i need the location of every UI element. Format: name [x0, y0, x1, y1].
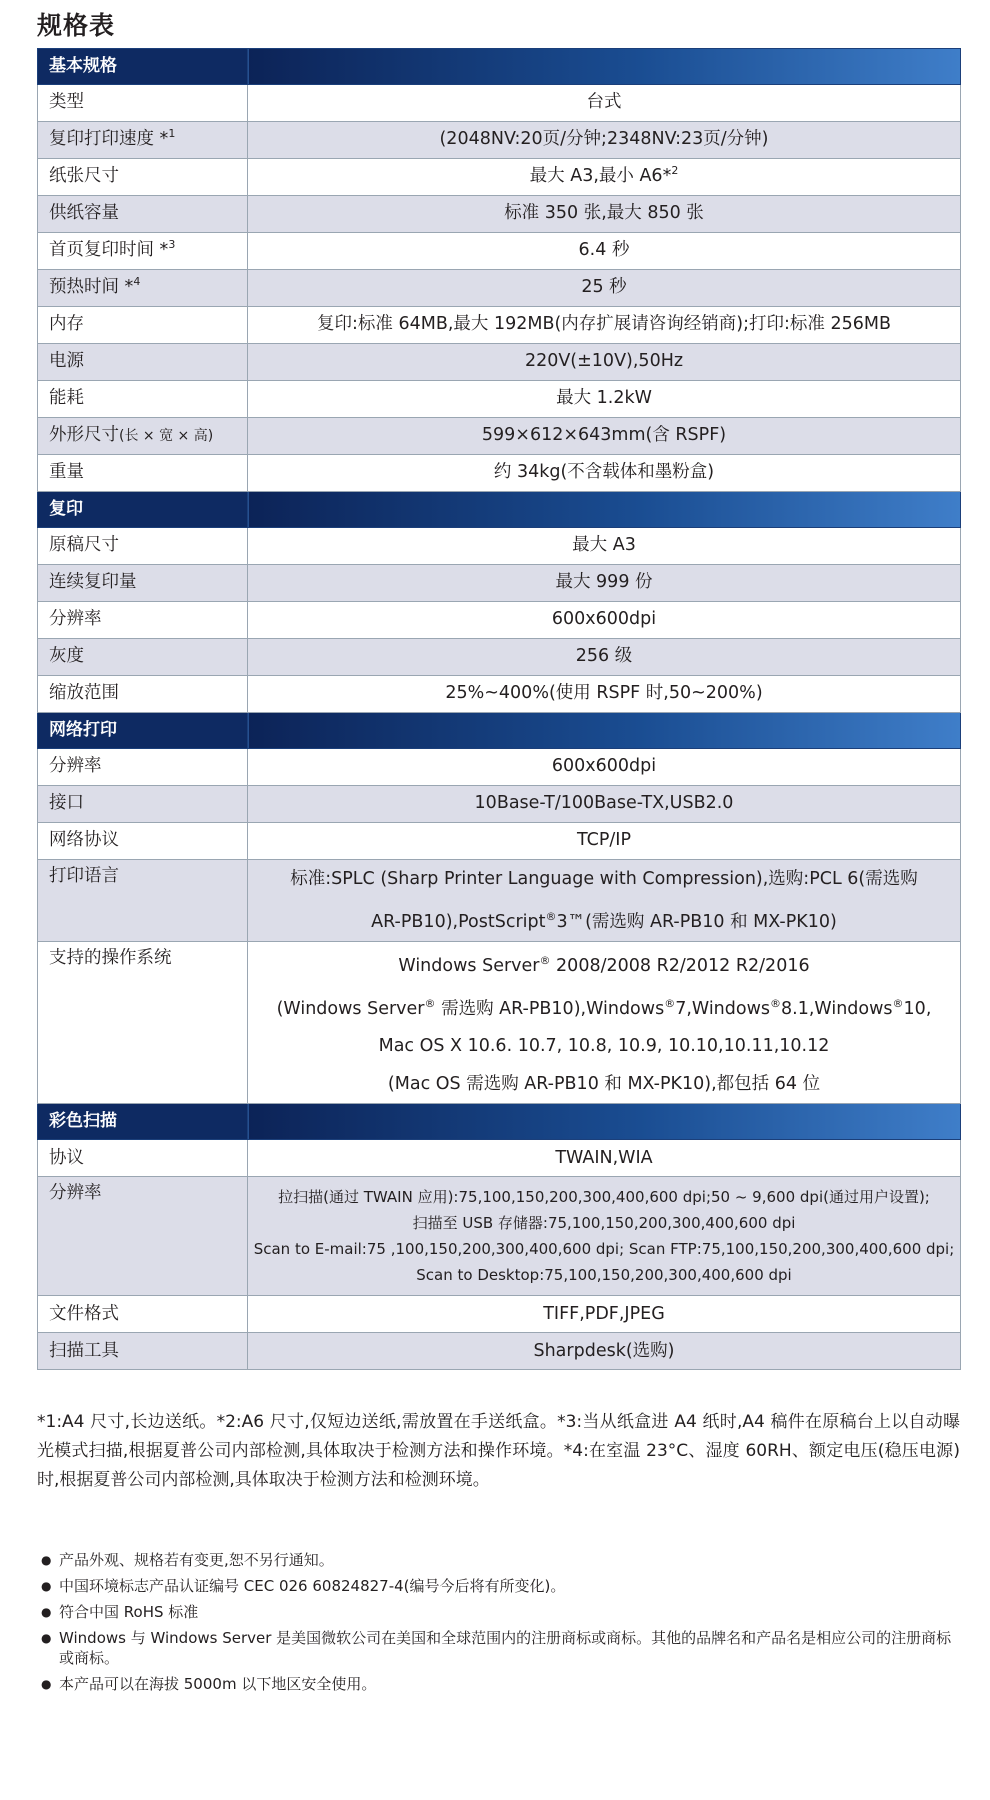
spec-label: 协议 [38, 1140, 248, 1177]
section-header-copy [38, 492, 961, 528]
table-row [38, 860, 961, 942]
list-item: ● 产品外观、规格若有变更,恕不另行通知。 [41, 1551, 334, 1569]
spec-label: 内存 [38, 307, 248, 344]
table-row [38, 455, 961, 492]
section-bar [248, 49, 961, 85]
bullet-icon: ● [41, 1677, 52, 1691]
spec-label: 供纸容量 [38, 196, 248, 233]
spec-label: 支持的操作系统 [38, 941, 248, 1104]
spec-value: 599×612×643mm(含 RSPF) [248, 418, 961, 455]
table-row [38, 786, 961, 823]
table-row [38, 823, 961, 860]
page-title: 规格表 [37, 11, 116, 40]
spec-value: 标准:SPLC (Sharp Printer Language with Compression),选购:PCL 6(需选购 AR-PB10),PostScript®3™(需选购 AR-PB10 和 MX-PK10) [248, 860, 961, 942]
list-item: ● 中国环境标志产品认证编号 CEC 026 60824827-4(编号今后将有所变化)。 [41, 1577, 566, 1595]
spec-value: TWAIN,WIA [248, 1140, 961, 1177]
table-row [38, 344, 961, 381]
spec-value: TIFF,PDF,JPEG [248, 1296, 961, 1333]
section-title: 彩色扫描 [38, 1104, 248, 1140]
spec-label: 扫描工具 [38, 1333, 248, 1370]
spec-label: 网络协议 [38, 823, 248, 860]
section-bar [248, 492, 961, 528]
spec-value: 最大 A3 [248, 528, 961, 565]
spec-value: 25 秒 [248, 270, 961, 307]
table-row [38, 941, 961, 1104]
table-row [38, 85, 961, 122]
list-item: ● 符合中国 RoHS 标准 [41, 1603, 199, 1621]
list-item: ● Windows 与 Windows Server 是美国微软公司在美国和全球范围内的注册商标或商标。其他的品牌名和产品名是相应公司的注册商标或商标。 [41, 1629, 952, 1667]
list-item: ● 本产品可以在海拔 5000m 以下地区安全使用。 [41, 1675, 377, 1693]
table-row [38, 676, 961, 713]
notes-list [37, 1550, 960, 1700]
spec-value: 600x600dpi [248, 749, 961, 786]
spec-label: 重量 [38, 455, 248, 492]
bullet-icon: ● [41, 1605, 52, 1619]
section-header-basic [38, 49, 961, 85]
spec-label: 分辨率 [38, 602, 248, 639]
table-row [38, 270, 961, 307]
table-row [38, 639, 961, 676]
spec-value: 10Base-T/100Base-TX,USB2.0 [248, 786, 961, 823]
spec-value: 复印:标准 64MB,最大 192MB(内存扩展请咨询经销商);打印:标准 256MB [248, 307, 961, 344]
spec-label: 打印语言 [38, 860, 248, 942]
table-row [38, 307, 961, 344]
bullet-icon: ● [41, 1631, 52, 1645]
table-row [38, 1296, 961, 1333]
spec-value: 约 34kg(不含载体和墨粉盒) [248, 455, 961, 492]
spec-value: 最大 1.2kW [248, 381, 961, 418]
spec-value: 标准 350 张,最大 850 张 [248, 196, 961, 233]
spec-label: 首页复印时间 *$^3$ [38, 233, 248, 270]
spec-label: 预热时间 *$^4$ [38, 270, 248, 307]
spec-table [37, 48, 961, 1370]
spec-label: 复印打印速度 *$^1$ [38, 122, 248, 159]
spec-label: 原稿尺寸 [38, 528, 248, 565]
table-row [38, 565, 961, 602]
table-row [38, 528, 961, 565]
section-header-network [38, 713, 961, 749]
table-row [38, 1140, 961, 1177]
table-row [38, 233, 961, 270]
spec-label: 纸张尺寸 [38, 159, 248, 196]
table-row [38, 122, 961, 159]
table-row [38, 1333, 961, 1370]
table-row [38, 418, 961, 455]
spec-label: 外形尺寸(长 × 宽 × 高) [38, 418, 248, 455]
spec-value: (2048NV:20页/分钟;2348NV:23页/分钟) [248, 122, 961, 159]
spec-label: 连续复印量 [38, 565, 248, 602]
table-row [38, 159, 961, 196]
section-header-scan [38, 1104, 961, 1140]
section-title: 基本规格 [38, 49, 248, 85]
spec-value: 220V(±10V),50Hz [248, 344, 961, 381]
table-row [38, 749, 961, 786]
table-row [38, 602, 961, 639]
spec-label: 类型 [38, 85, 248, 122]
spec-label: 文件格式 [38, 1296, 248, 1333]
spec-value: Windows Server® 2008/2008 R2/2012 R2/2016 (Windows Server® 需选购 AR-PB10),Windows®7,Windows®8.1,Windows®10, Mac OS X 10.6. 10.7, 10.8, 10.9, 10.10,10.11,10.12 (Mac OS 需选购 AR-PB10 和 MX-PK10),都包括 64 位 [248, 941, 961, 1104]
spec-value: 拉扫描(通过 TWAIN 应用):75,100,150,200,300,400,600 dpi;50 ~ 9,600 dpi(通过用户设置); 扫描至 USB 存储器:75,100,150,200,300,400,600 dpi Scan to E-mail:75 ,100,150,200,300,400,600 dpi; Scan FTP:75,100,150,200,300,400,600 dpi; Scan to Desktop:75,100,150,200,300,400,600 dpi [248, 1177, 961, 1296]
spec-label: 接口 [38, 786, 248, 823]
section-title: 复印 [38, 492, 248, 528]
table-row [38, 1177, 961, 1296]
spec-label: 分辨率 [38, 1177, 248, 1296]
table-row [38, 196, 961, 233]
spec-value: Sharpdesk(选购) [248, 1333, 961, 1370]
spec-value: 600x600dpi [248, 602, 961, 639]
spec-label: 缩放范围 [38, 676, 248, 713]
section-bar [248, 713, 961, 749]
section-title: 网络打印 [38, 713, 248, 749]
spec-value: TCP/IP [248, 823, 961, 860]
spec-label: 电源 [38, 344, 248, 381]
spec-value: 台式 [248, 85, 961, 122]
section-bar [248, 1104, 961, 1140]
spec-value: 最大 999 份 [248, 565, 961, 602]
spec-value: 6.4 秒 [248, 233, 961, 270]
spec-value: 25%~400%(使用 RSPF 时,50~200%) [248, 676, 961, 713]
spec-value: 256 级 [248, 639, 961, 676]
footnote: *1:A4 尺寸,长边送纸。*2:A6 尺寸,仅短边送纸,需放置在手送纸盒。*3:当从纸盒进 A4 纸时,A4 稿件在原稿台上以自动曝光模式扫描,根据夏普公司内部检测,具体取决于检测方法和操作环境。*4:在室温 23°C、湿度 60RH、额定电压(稳压电源)时,根据夏普公司内部检测,具体取决于检测方法和检测环境。 [37, 1412, 960, 1490]
bullet-icon: ● [41, 1579, 52, 1593]
bullet-icon: ● [41, 1553, 52, 1567]
spec-label: 能耗 [38, 381, 248, 418]
spec-label: 分辨率 [38, 749, 248, 786]
table-row [38, 381, 961, 418]
spec-value: 最大 A3,最小 A6*$^2$ [248, 159, 961, 196]
spec-label: 灰度 [38, 639, 248, 676]
